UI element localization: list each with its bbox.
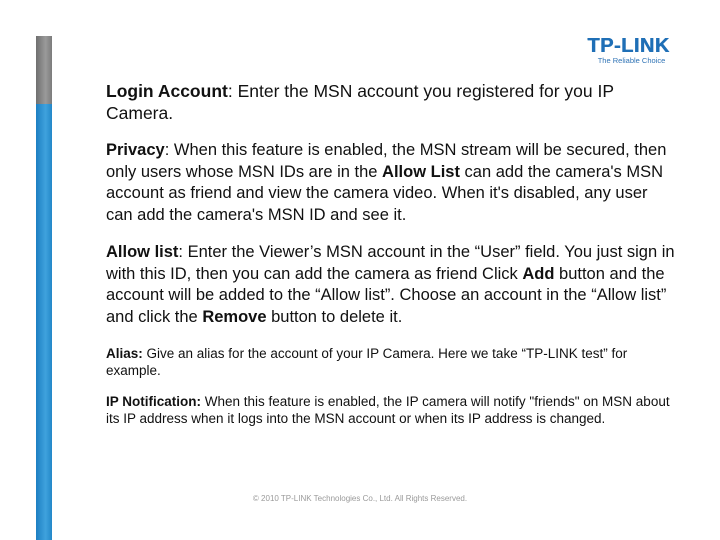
allow-list-add: Add [522,264,555,283]
allow-list-term: Allow list [106,243,179,261]
alias-paragraph [106,345,678,379]
logo-brand: TP-LINK [587,35,670,57]
ip-notification-text: When this feature is enabled, the IP camera will notify "friends" on MSN about its IP address when it logs into the MSN account or when its IP address is changed. [106,394,670,426]
accent-bar-gray [36,36,52,104]
allow-list-text-a: : Enter the Viewer’s MSN account in the “User” field. You just sign in with this ID, then you can add the camera as friend Click [106,243,675,283]
allow-list-text-b: button and the account will be added to the “Allow list”. Choose an account in the “Allow list” and click the [106,264,667,326]
login-account-term: Login Account [106,81,228,101]
privacy-text-a: : When this feature is enabled, the MSN stream will be secured, then only users whose MSN IDs are in the [106,141,667,181]
ip-notification-term: IP Notification: [106,394,202,409]
alias-text: Give an alias for the account of your IP Camera. Here we take “TP-LINK test” for example. [106,346,628,378]
privacy-text-b: can add the camera's MSN account as friend and view the camera video. When it's disabled, any user can add the camera's MSN ID and see it. [106,162,664,224]
accent-bar-blue [36,104,52,540]
copyright-footer: © 2010 TP-LINK Technologies Co., Ltd. All Rights Reserved. [252,494,468,503]
slide-body [106,80,678,427]
privacy-term: Privacy [106,141,165,159]
logo-tagline: The Reliable Choice [597,56,666,65]
alias-term: Alias: [106,346,143,361]
ip-notification-paragraph [106,393,678,427]
tp-link-logo [571,37,686,67]
allow-list-text-c: button to delete it. [266,307,403,326]
login-account-paragraph [106,80,678,124]
login-account-text: : Enter the MSN account you registered for you IP Camera. [106,81,614,123]
allow-list-paragraph [106,242,678,328]
privacy-paragraph [106,140,678,226]
allow-list-remove: Remove [202,307,267,326]
privacy-allow-list: Allow List [382,162,460,181]
